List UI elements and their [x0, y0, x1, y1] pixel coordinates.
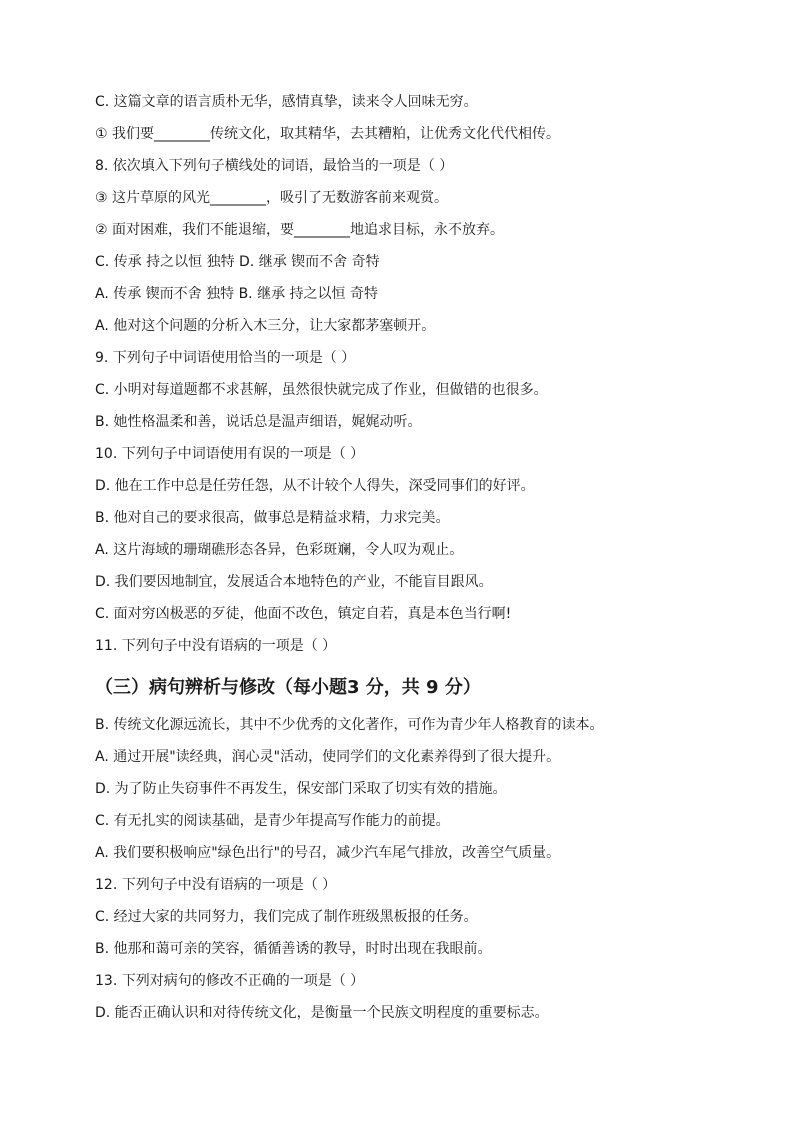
- answer-option: C. 有无扎实的阅读基础，是青少年提高写作能力的前提。: [95, 813, 450, 829]
- answer-option: B. 他对自己的要求很高，做事总是精益求精，力求完美。: [95, 510, 450, 526]
- section-heading: （三）病句辨析与修改（每小题3 分，共 9 分）: [95, 677, 481, 698]
- answer-option: B. 传统文化源远流长，其中不少优秀的文化著作，可作为青少年人格教育的读本。: [95, 717, 604, 733]
- answer-option: D. 我们要因地制宜，发展适合本地特色的产业，不能盲目跟风。: [95, 574, 493, 590]
- answer-option: A. 通过开展"读经典，润心灵"活动，使同学们的文化素养得到了很大提升。: [95, 749, 561, 765]
- question-stem: 11. 下列句子中没有语病的一项是（ ）: [95, 638, 337, 654]
- answer-option: C. 面对穷凶极恶的歹徒，他面不改色，镇定自若，真是本色当行啊!: [95, 606, 512, 622]
- text-line: ③ 这片草原的风光________，吸引了无数游客前来观赏。: [95, 190, 448, 206]
- answer-option: A. 这片海域的珊瑚礁形态各异，色彩斑斓，令人叹为观止。: [95, 542, 464, 558]
- answer-option: A. 他对这个问题的分析入木三分，让大家都茅塞顿开。: [95, 318, 436, 334]
- answer-option: A. 我们要积极响应"绿色出行"的号召，减少汽车尾气排放，改善空气质量。: [95, 845, 561, 861]
- question-stem: 13. 下列对病句的修改不正确的一项是（ ）: [95, 973, 365, 989]
- answer-option: D. 为了防止失窃事件不再发生，保安部门采取了切实有效的措施。: [95, 781, 507, 797]
- answer-option: C. 小明对每道题都不求甚解，虽然很快就完成了作业，但做错的也很多。: [95, 382, 548, 398]
- text-line: ② 面对困难，我们不能退缩，要________地追求目标，永不放弃。: [95, 222, 504, 238]
- question-stem: 12. 下列句子中没有语病的一项是（ ）: [95, 877, 337, 893]
- text-line: C. 这篇文章的语言质朴无华，感情真挚，读来令人回味无穷。: [95, 94, 478, 110]
- answer-option: A. 传承 锲而不舍 独特 B. 继承 持之以恒 奇特: [95, 286, 378, 302]
- answer-option: C. 传承 持之以恒 独特 D. 继承 锲而不舍 奇特: [95, 254, 380, 270]
- answer-option: C. 经过大家的共同努力，我们完成了制作班级黑板报的任务。: [95, 909, 478, 925]
- text-line: ① 我们要________传统文化，取其精华，去其糟粕，让优秀文化代代相传。: [95, 126, 560, 142]
- question-stem: 10. 下列句子中词语使用有误的一项是（ ）: [95, 446, 365, 462]
- answer-option: D. 能否正确认识和对待传统文化，是衡量一个民族文明程度的重要标志。: [95, 1005, 549, 1021]
- question-stem: 8. 依次填入下列句子横线处的词语，最恰当的一项是（ ）: [95, 158, 454, 174]
- answer-option: B. 她性格温柔和善，说话总是温声细语，娓娓动听。: [95, 414, 422, 430]
- answer-option: D. 他在工作中总是任劳任怨，从不计较个人得失，深受同事们的好评。: [95, 478, 535, 494]
- question-stem: 9. 下列句子中词语使用恰当的一项是（ ）: [95, 350, 356, 366]
- answer-option: B. 他那和蔼可亲的笑容，循循善诱的教导，时时出现在我眼前。: [95, 941, 492, 957]
